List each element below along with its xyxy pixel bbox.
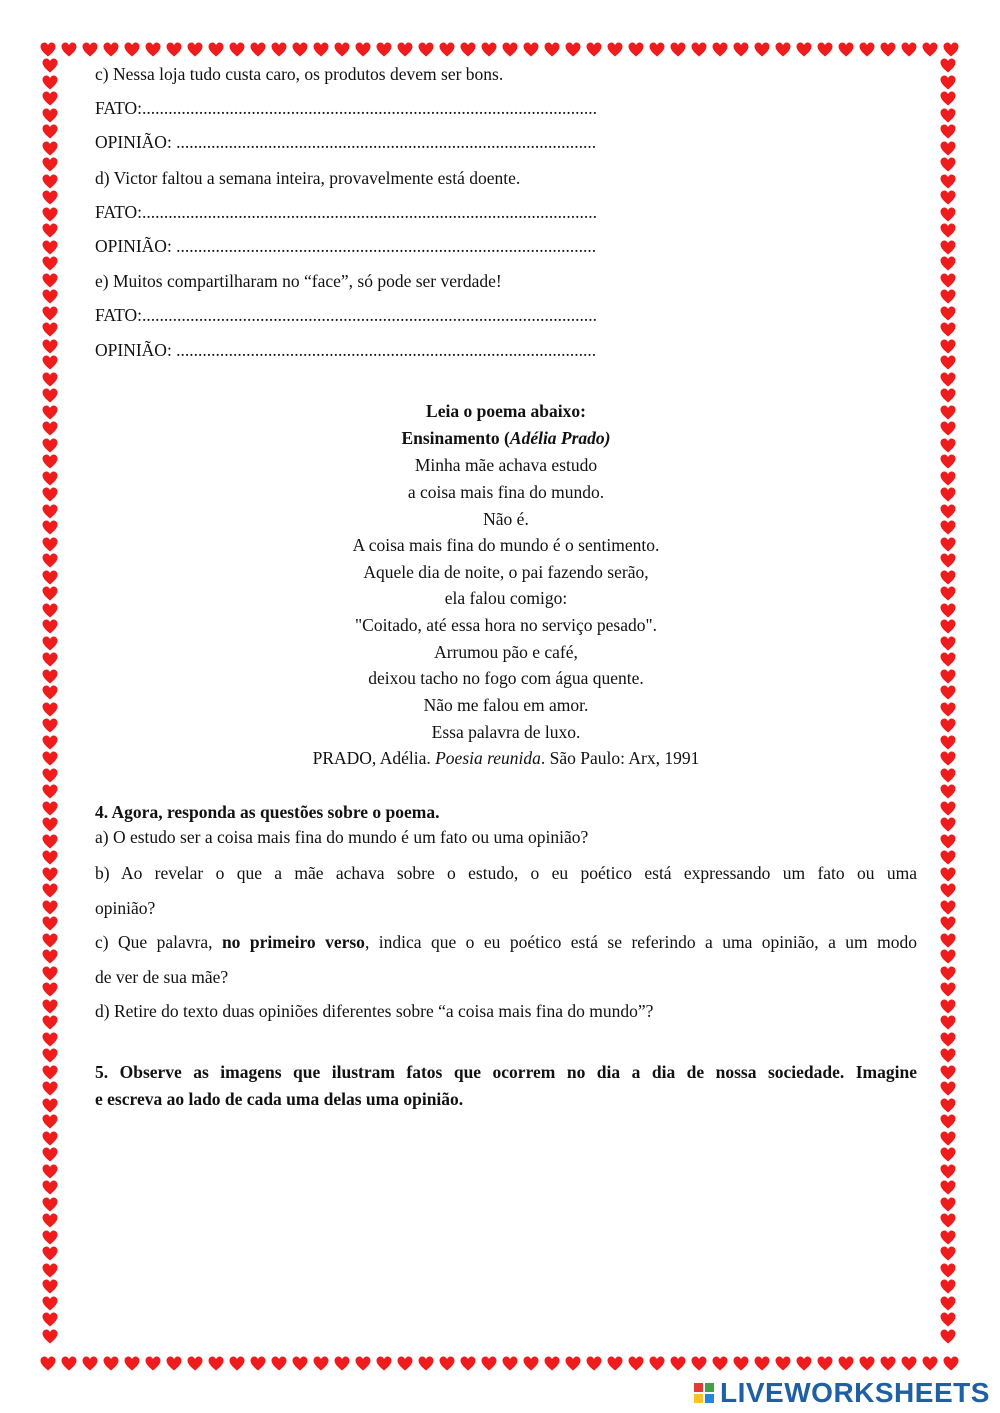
heart-icon — [940, 1048, 956, 1063]
opiniao-line-e[interactable]: OPINIÃO: ................................................................................................ — [95, 340, 597, 360]
heart-icon — [42, 636, 58, 651]
heart-icon — [940, 933, 956, 948]
heart-icon — [42, 190, 58, 205]
heart-icon — [313, 1356, 329, 1371]
heart-icon — [42, 1263, 58, 1278]
heart-icon — [250, 42, 266, 57]
poem-intro: Leia o poema abaixo: — [426, 401, 586, 421]
heart-icon — [940, 157, 956, 172]
heart-icon — [42, 1147, 58, 1162]
heart-icon — [940, 240, 956, 255]
heart-icon — [42, 834, 58, 849]
heart-icon — [754, 42, 770, 57]
heart-icon — [940, 619, 956, 634]
heart-icon — [940, 636, 956, 651]
poem-line: Minha mãe achava estudo — [414, 455, 598, 475]
heart-icon — [940, 1230, 956, 1245]
heart-icon — [940, 1329, 956, 1344]
heart-icon — [208, 42, 224, 57]
heart-icon — [940, 999, 956, 1014]
heart-icon — [460, 1356, 476, 1371]
heart-icon — [940, 207, 956, 222]
heart-icon — [940, 883, 956, 898]
heart-icon — [940, 256, 956, 271]
heart-icon — [712, 1356, 728, 1371]
heart-icon — [481, 42, 497, 57]
heart-icon — [901, 42, 917, 57]
poem-line: "Coitado, até essa hora no serviço pesado". — [355, 615, 657, 635]
heart-icon — [42, 1098, 58, 1113]
heart-icon — [940, 1312, 956, 1327]
heart-icon — [940, 768, 956, 783]
heart-icon — [334, 42, 350, 57]
heart-icon — [796, 42, 812, 57]
heart-icon — [859, 42, 875, 57]
heart-icon — [940, 372, 956, 387]
heart-icon — [481, 1356, 497, 1371]
heart-icon — [42, 850, 58, 865]
heart-icon — [940, 91, 956, 106]
heart-icon — [42, 1230, 58, 1245]
heart-icon — [376, 42, 392, 57]
heart-icon — [940, 58, 956, 73]
logo-text: LIVEWORKSHEETS — [720, 1377, 990, 1408]
question-c: c) Nessa loja tudo custa caro, os produtos devem ser bons. — [95, 64, 504, 84]
heart-icon — [418, 1356, 434, 1371]
question5-line1: 5. Observe as imagens que ilustram fatos que ocorrem no dia a dia de nossa sociedade. Imagine — [95, 1062, 917, 1082]
heart-icon — [42, 966, 58, 981]
heart-icon — [880, 1356, 896, 1371]
heart-icon — [42, 75, 58, 90]
heart-icon — [42, 570, 58, 585]
heart-icon — [42, 454, 58, 469]
heart-icon — [940, 1279, 956, 1294]
heart-icon — [940, 867, 956, 882]
heart-border-right — [938, 58, 962, 1358]
fato-line-c[interactable]: FATO:........................................................................................................ — [95, 98, 598, 118]
heart-icon — [940, 141, 956, 156]
opiniao-line-c[interactable]: OPINIÃO: ................................................................................................ — [95, 132, 597, 152]
heart-icon — [733, 1356, 749, 1371]
heart-icon — [940, 438, 956, 453]
heart-icon — [940, 553, 956, 568]
question5-line2: e escreva ao lado de cada uma delas uma opinião. — [95, 1089, 464, 1109]
heart-icon — [42, 207, 58, 222]
heart-icon — [208, 1356, 224, 1371]
heart-icon — [586, 42, 602, 57]
heart-icon — [42, 1279, 58, 1294]
question4-d: d) Retire do texto duas opiniões diferentes sobre “a coisa mais fina do mundo”? — [95, 1001, 654, 1021]
heart-icon — [940, 1032, 956, 1047]
heart-icon — [42, 801, 58, 816]
poem-line: ela falou comigo: — [444, 588, 568, 608]
heart-icon — [940, 1180, 956, 1195]
heart-icon — [940, 108, 956, 123]
heart-icon — [42, 603, 58, 618]
heart-icon — [42, 883, 58, 898]
poem-line: Não me falou em amor. — [423, 695, 589, 715]
heart-icon — [940, 949, 956, 964]
fato-line-e[interactable]: FATO:........................................................................................................ — [95, 305, 598, 325]
heart-icon — [42, 124, 58, 139]
heart-icon — [42, 1114, 58, 1129]
heart-icon — [42, 339, 58, 354]
heart-icon — [376, 1356, 392, 1371]
heart-icon — [940, 124, 956, 139]
heart-icon — [940, 322, 956, 337]
heart-icon — [42, 141, 58, 156]
fato-line-d[interactable]: FATO:........................................................................................................ — [95, 202, 598, 222]
heart-icon — [940, 784, 956, 799]
heart-icon — [82, 42, 98, 57]
heart-icon — [42, 652, 58, 667]
heart-icon — [691, 42, 707, 57]
heart-icon — [586, 1356, 602, 1371]
heart-icon — [313, 42, 329, 57]
heart-icon — [42, 982, 58, 997]
heart-border-left — [40, 58, 64, 1358]
heart-icon — [940, 537, 956, 552]
heart-icon — [42, 586, 58, 601]
heart-icon — [940, 405, 956, 420]
heart-icon — [670, 42, 686, 57]
heart-icon — [42, 553, 58, 568]
heart-icon — [940, 900, 956, 915]
heart-icon — [940, 669, 956, 684]
question4-a: a) O estudo ser a coisa mais fina do mundo é um fato ou uma opinião? — [95, 827, 589, 847]
heart-icon — [649, 1356, 665, 1371]
heart-icon — [607, 42, 623, 57]
heart-icon — [940, 289, 956, 304]
heart-icon — [775, 1356, 791, 1371]
heart-icon — [42, 817, 58, 832]
heart-icon — [42, 1032, 58, 1047]
heart-icon — [502, 1356, 518, 1371]
heart-icon — [187, 1356, 203, 1371]
heart-icon — [940, 190, 956, 205]
heart-icon — [712, 42, 728, 57]
poem-line: deixou tacho no fogo com água quente. — [368, 668, 644, 688]
poem-title: Ensinamento (Adélia Prado) — [401, 428, 611, 448]
heart-icon — [42, 784, 58, 799]
heart-icon — [42, 537, 58, 552]
heart-icon — [502, 42, 518, 57]
heart-icon — [42, 768, 58, 783]
poem-line: Aquele dia de noite, o pai fazendo serão, — [363, 562, 649, 582]
heart-icon — [940, 1246, 956, 1261]
logo-squares-icon — [694, 1383, 714, 1403]
heart-icon — [940, 504, 956, 519]
heart-icon — [42, 1296, 58, 1311]
heart-icon — [901, 1356, 917, 1371]
heart-icon — [42, 1213, 58, 1228]
heart-icon — [42, 933, 58, 948]
heart-icon — [838, 42, 854, 57]
heart-icon — [145, 1356, 161, 1371]
heart-icon — [124, 1356, 140, 1371]
heart-icon — [42, 1131, 58, 1146]
heart-icon — [754, 1356, 770, 1371]
heart-icon — [42, 751, 58, 766]
heart-icon — [397, 1356, 413, 1371]
heart-icon — [61, 1356, 77, 1371]
heart-icon — [42, 1164, 58, 1179]
heart-icon — [42, 1180, 58, 1195]
heart-icon — [940, 801, 956, 816]
heart-icon — [250, 1356, 266, 1371]
heart-icon — [691, 1356, 707, 1371]
heart-icon — [628, 1356, 644, 1371]
heart-icon — [940, 603, 956, 618]
heart-icon — [42, 1015, 58, 1030]
heart-icon — [334, 1356, 350, 1371]
heart-icon — [42, 405, 58, 420]
heart-icon — [940, 1015, 956, 1030]
heart-icon — [42, 223, 58, 238]
heart-icon — [940, 388, 956, 403]
heart-icon — [166, 1356, 182, 1371]
heart-icon — [42, 867, 58, 882]
heart-icon — [42, 240, 58, 255]
question4-c-line1: c) Que palavra, no primeiro verso, indica que o eu poético está se referindo a uma opinião, a um modo — [95, 932, 917, 952]
heart-icon — [42, 1312, 58, 1327]
heart-icon — [940, 306, 956, 321]
heart-icon — [922, 42, 938, 57]
heart-icon — [940, 1065, 956, 1080]
heart-icon — [61, 42, 77, 57]
heart-icon — [940, 916, 956, 931]
heart-icon — [145, 42, 161, 57]
heart-icon — [42, 1329, 58, 1344]
heart-icon — [940, 1147, 956, 1162]
heart-icon — [940, 339, 956, 354]
heart-icon — [229, 42, 245, 57]
heart-icon — [940, 652, 956, 667]
heart-icon — [940, 751, 956, 766]
heart-icon — [940, 718, 956, 733]
heart-icon — [271, 42, 287, 57]
question4-c-line2: de ver de sua mãe? — [95, 967, 229, 987]
heart-icon — [42, 487, 58, 502]
heart-icon — [42, 949, 58, 964]
heart-icon — [42, 157, 58, 172]
heart-icon — [103, 1356, 119, 1371]
question4-heading: 4. Agora, responda as questões sobre o poema. — [95, 802, 440, 822]
heart-icon — [775, 42, 791, 57]
heart-icon — [940, 1098, 956, 1113]
heart-icon — [103, 42, 119, 57]
poem-line: A coisa mais fina do mundo é o sentimento. — [352, 535, 660, 555]
heart-icon — [940, 1296, 956, 1311]
heart-icon — [940, 1131, 956, 1146]
heart-icon — [42, 669, 58, 684]
liveworksheets-logo[interactable] — [694, 1378, 990, 1408]
heart-icon — [124, 42, 140, 57]
heart-icon — [271, 1356, 287, 1371]
heart-icon — [292, 42, 308, 57]
question-d: d) Victor faltou a semana inteira, provavelmente está doente. — [95, 168, 521, 188]
heart-icon — [922, 1356, 938, 1371]
question-e: e) Muitos compartilharam no “face”, só pode ser verdade! — [95, 271, 502, 291]
heart-icon — [940, 1081, 956, 1096]
heart-icon — [42, 702, 58, 717]
heart-icon — [355, 1356, 371, 1371]
heart-icon — [940, 487, 956, 502]
heart-icon — [670, 1356, 686, 1371]
heart-icon — [859, 1356, 875, 1371]
heart-icon — [42, 91, 58, 106]
heart-icon — [940, 223, 956, 238]
heart-icon — [42, 999, 58, 1014]
heart-icon — [940, 570, 956, 585]
heart-icon — [940, 273, 956, 288]
heart-icon — [940, 702, 956, 717]
heart-icon — [940, 421, 956, 436]
question4-b-line2: opinião? — [95, 898, 156, 918]
heart-icon — [42, 256, 58, 271]
heart-icon — [544, 42, 560, 57]
poem-reference: PRADO, Adélia. Poesia reunida. São Paulo: Arx, 1991 — [312, 748, 700, 768]
heart-icon — [940, 834, 956, 849]
heart-icon — [940, 1263, 956, 1278]
opiniao-line-d[interactable]: OPINIÃO: ................................................................................................ — [95, 236, 597, 256]
heart-icon — [42, 421, 58, 436]
heart-icon — [42, 108, 58, 123]
heart-icon — [940, 174, 956, 189]
heart-icon — [607, 1356, 623, 1371]
heart-icon — [42, 174, 58, 189]
heart-icon — [42, 388, 58, 403]
heart-icon — [42, 438, 58, 453]
heart-icon — [880, 42, 896, 57]
heart-icon — [355, 42, 371, 57]
heart-icon — [838, 1356, 854, 1371]
heart-icon — [940, 817, 956, 832]
heart-icon — [940, 454, 956, 469]
heart-icon — [940, 355, 956, 370]
heart-icon — [418, 42, 434, 57]
heart-icon — [42, 1246, 58, 1261]
heart-icon — [42, 520, 58, 535]
poem-line: a coisa mais fina do mundo. — [407, 482, 605, 502]
heart-icon — [42, 372, 58, 387]
poem-line: Arrumou pão e café, — [434, 642, 578, 662]
heart-icon — [523, 1356, 539, 1371]
heart-icon — [166, 42, 182, 57]
heart-icon — [42, 58, 58, 73]
heart-icon — [42, 306, 58, 321]
heart-icon — [82, 1356, 98, 1371]
heart-icon — [940, 1213, 956, 1228]
heart-icon — [565, 42, 581, 57]
heart-icon — [940, 1164, 956, 1179]
heart-icon — [940, 685, 956, 700]
heart-icon — [229, 1356, 245, 1371]
heart-icon — [439, 1356, 455, 1371]
heart-icon — [292, 1356, 308, 1371]
heart-icon — [940, 735, 956, 750]
heart-icon — [42, 355, 58, 370]
heart-border-bottom — [40, 1352, 960, 1376]
heart-icon — [187, 42, 203, 57]
heart-icon — [796, 1356, 812, 1371]
heart-icon — [40, 42, 56, 57]
heart-icon — [940, 982, 956, 997]
heart-icon — [523, 42, 539, 57]
heart-icon — [544, 1356, 560, 1371]
heart-icon — [649, 42, 665, 57]
heart-icon — [42, 273, 58, 288]
heart-icon — [397, 42, 413, 57]
poem-line: Não é. — [483, 509, 529, 529]
heart-icon — [42, 718, 58, 733]
heart-icon — [565, 1356, 581, 1371]
heart-icon — [42, 685, 58, 700]
heart-icon — [42, 322, 58, 337]
heart-icon — [940, 1114, 956, 1129]
heart-icon — [42, 471, 58, 486]
heart-icon — [439, 42, 455, 57]
heart-icon — [628, 42, 644, 57]
heart-icon — [40, 1356, 56, 1371]
heart-icon — [940, 586, 956, 601]
heart-icon — [42, 619, 58, 634]
heart-icon — [940, 520, 956, 535]
heart-icon — [817, 42, 833, 57]
heart-icon — [940, 966, 956, 981]
heart-icon — [940, 1197, 956, 1212]
heart-icon — [460, 42, 476, 57]
heart-icon — [42, 900, 58, 915]
heart-icon — [42, 1081, 58, 1096]
heart-icon — [940, 850, 956, 865]
question4-b-line1: b) Ao revelar o que a mãe achava sobre o estudo, o eu poético está expressando um fato ou uma — [95, 863, 917, 883]
heart-icon — [940, 75, 956, 90]
heart-icon — [42, 1048, 58, 1063]
poem-line: Essa palavra de luxo. — [431, 722, 581, 742]
heart-icon — [42, 735, 58, 750]
heart-icon — [42, 1197, 58, 1212]
heart-icon — [940, 471, 956, 486]
heart-icon — [42, 916, 58, 931]
heart-icon — [943, 1356, 959, 1371]
heart-icon — [42, 289, 58, 304]
heart-icon — [733, 42, 749, 57]
heart-border-top — [40, 38, 960, 62]
heart-icon — [817, 1356, 833, 1371]
heart-icon — [42, 504, 58, 519]
heart-icon — [42, 1065, 58, 1080]
heart-icon — [943, 42, 959, 57]
